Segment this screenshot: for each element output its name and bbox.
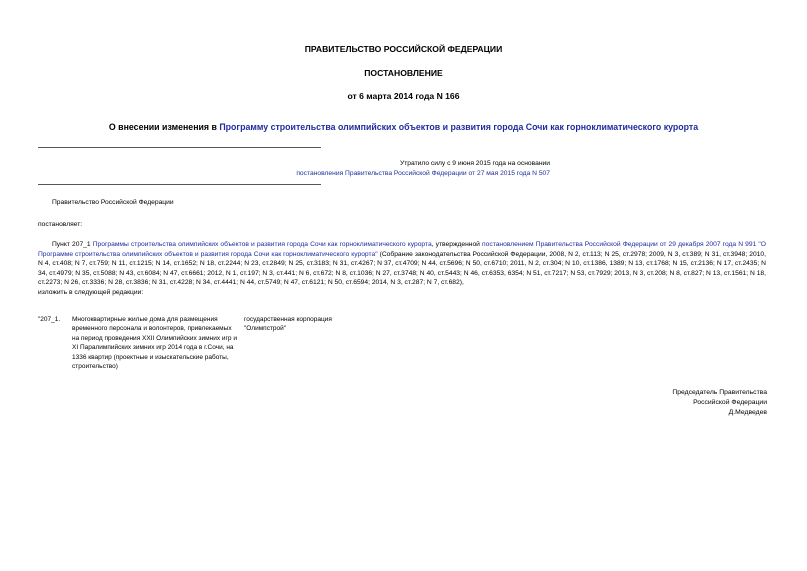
document-date-number: от 6 марта 2014 года N 166: [347, 91, 460, 101]
resolution-991-link[interactable]: постановлением Правительства Российской Федерации от 29 декабря 2007 года N 991 "О Программе строительства олимпийских объектов и развития города Сочи как горноклиматического курорта": [38, 241, 766, 258]
title-prefix: О внесении изменения в: [108, 122, 220, 132]
para-end: изложить в следующей редакции:: [38, 288, 144, 296]
para-start: Пункт 207_1: [52, 241, 93, 248]
status-note-text: Утратило силу с 9 июня 2015 года на основании: [399, 160, 550, 167]
signature-position-line1: Председатель Правительства: [672, 389, 767, 396]
table-row-number: "207_1.: [38, 316, 61, 323]
top-divider: [38, 147, 321, 148]
table-row-organization: государственная корпорация "Олимпстрой": [244, 316, 332, 333]
government-heading: ПРАВИТЕЛЬСТВО РОССИЙСКОЙ ФЕДЕРАЦИИ: [304, 44, 503, 54]
signature-name: Д.Медведев: [728, 409, 767, 416]
para-rest: (Собрание законодательства Российской Федерации, 2008, N 2, ст.113; N 25, ст.2978; 2009, N 3, ст.389; N 31, ст.3948; 2010, N 4, ст.408; N 7, ст.759; N 11, ст.1215; N 14, ст.1652; N 18, ст.2244; N 23, ст.2849; N 25, ст.3183; N 31, ст.4267; N 37, ст.4709; N 44, ст.5696; N 50, ст.6710; 2011, N 2, ст.304; N 10, ст.1386, 1389; N 13, ст.1768; N 15, ст.2136; N 17, ст.2435; N 34, ст.4979; N 35, ст.5088; N 43, ст.6084; N 47, ст.6661; 2012, N 1, ст.197; N 3, ст.441; N 6, ст.672; N 8, ст.1036; N 27, ст.3748; N 40, ст.5443; N 46, ст.6353, 6354; N 51, ст.7217; N 53, ст.7929; 2013, N 3, ст.208; N 8, ст.827; N 13, ст.1561; N 18, ст.2273; N 26, ст.3336; N 28, ст.3836; N 31, ст.4228; N 34, ст.4441; N 44, ст.5749; N 47, ст.6121; N 50, ст.6594; 2014, N 3, ст.287; N 7, ст.682),: [38, 250, 766, 287]
status-note-link[interactable]: постановления Правительства Российской Федерации от 27 мая 2015 года N 507: [296, 170, 550, 177]
signature-position-line2: Российской Федерации: [693, 399, 767, 406]
document-type: ПОСТАНОВЛЕНИЕ: [364, 68, 443, 78]
title-program-link[interactable]: Программу строительства олимпийских объектов и развития города Сочи как горноклиматического курорта: [219, 122, 699, 132]
issuer-text: Правительство Российской Федерации: [52, 199, 174, 206]
table-row-description: Многоквартирные жилые дома для размещения временного персонала и волонтеров, привлекаемых на период проведения XXII Олимпийских зимних игр и XI Паралимпийских зимних игр 2014 года в г.Сочи, на 1336 квартир (проектные и изыскательские работы, строительство): [72, 316, 237, 371]
program-link[interactable]: Программы строительства олимпийских объектов и развития города Сочи как горноклиматического курорта: [92, 241, 432, 248]
main-paragraph: [38, 240, 766, 298]
para-mid: , утвержденной: [431, 241, 483, 248]
decides-text: постановляет:: [38, 221, 83, 228]
bottom-divider: [38, 184, 321, 185]
signature-block: [567, 388, 767, 418]
document-title: [20, 122, 787, 132]
status-note: [230, 159, 550, 179]
